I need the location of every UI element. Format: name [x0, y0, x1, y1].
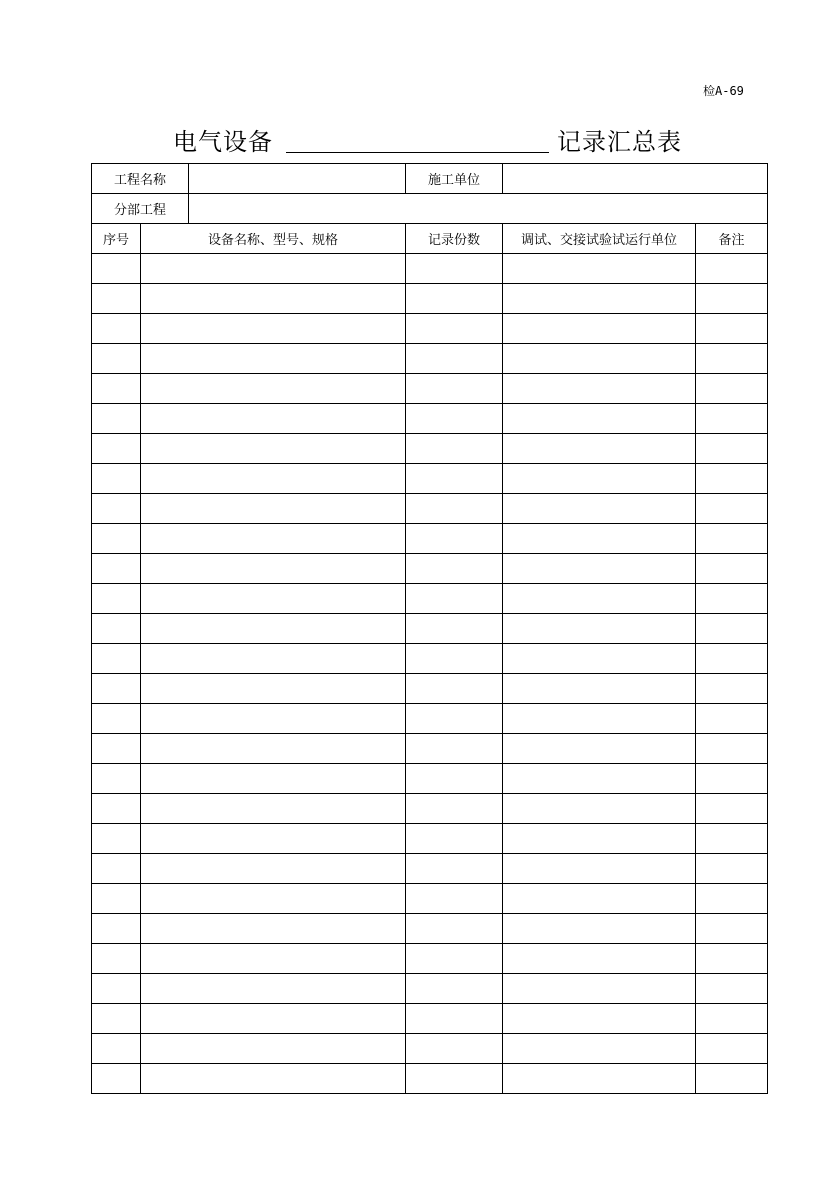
- column-header-copies: 记录份数: [406, 224, 503, 254]
- info-row-project: [92, 164, 768, 194]
- cell-copies[interactable]: [406, 284, 503, 314]
- column-header-equipment: 设备名称、型号、规格: [141, 224, 406, 254]
- cell-remarks[interactable]: [696, 674, 768, 704]
- table-row: [92, 764, 768, 794]
- division-field[interactable]: [189, 194, 768, 224]
- cell-equipment[interactable]: [141, 314, 406, 344]
- cell-unit[interactable]: [503, 734, 696, 764]
- cell-seq[interactable]: [92, 1034, 141, 1064]
- cell-copies[interactable]: [406, 254, 503, 284]
- cell-equipment[interactable]: [141, 1004, 406, 1034]
- title-blank-line: [286, 152, 549, 153]
- cell-seq[interactable]: [92, 1004, 141, 1034]
- cell-remarks[interactable]: [696, 944, 768, 974]
- cell-equipment[interactable]: [141, 1064, 406, 1094]
- cell-equipment[interactable]: [141, 434, 406, 464]
- table-row: [92, 704, 768, 734]
- cell-seq[interactable]: [92, 374, 141, 404]
- cell-remarks[interactable]: [696, 974, 768, 1004]
- cell-unit[interactable]: [503, 614, 696, 644]
- cell-unit[interactable]: [503, 854, 696, 884]
- cell-copies[interactable]: [406, 974, 503, 1004]
- cell-unit[interactable]: [503, 344, 696, 374]
- table-row: [92, 254, 768, 284]
- cell-seq[interactable]: [92, 434, 141, 464]
- construction-unit-label: 施工单位: [406, 164, 503, 194]
- cell-equipment[interactable]: [141, 824, 406, 854]
- cell-remarks[interactable]: [696, 284, 768, 314]
- cell-unit[interactable]: [503, 284, 696, 314]
- table-row: [92, 284, 768, 314]
- cell-remarks[interactable]: [696, 614, 768, 644]
- cell-copies[interactable]: [406, 464, 503, 494]
- table-row: [92, 914, 768, 944]
- cell-remarks[interactable]: [696, 1034, 768, 1064]
- cell-seq[interactable]: [92, 404, 141, 434]
- cell-unit[interactable]: [503, 554, 696, 584]
- cell-unit[interactable]: [503, 914, 696, 944]
- cell-equipment[interactable]: [141, 344, 406, 374]
- cell-copies[interactable]: [406, 344, 503, 374]
- table-row: [92, 584, 768, 614]
- cell-unit[interactable]: [503, 674, 696, 704]
- cell-equipment[interactable]: [141, 734, 406, 764]
- cell-seq[interactable]: [92, 944, 141, 974]
- cell-seq[interactable]: [92, 794, 141, 824]
- cell-seq[interactable]: [92, 674, 141, 704]
- cell-equipment[interactable]: [141, 914, 406, 944]
- cell-seq[interactable]: [92, 554, 141, 584]
- table-row: [92, 794, 768, 824]
- cell-remarks[interactable]: [696, 644, 768, 674]
- table-row: [92, 1034, 768, 1064]
- cell-seq[interactable]: [92, 464, 141, 494]
- cell-copies[interactable]: [406, 584, 503, 614]
- cell-seq[interactable]: [92, 284, 141, 314]
- cell-seq[interactable]: [92, 854, 141, 884]
- cell-equipment[interactable]: [141, 614, 406, 644]
- project-name-label: 工程名称: [92, 164, 189, 194]
- title-suffix: 记录汇总表: [557, 128, 682, 156]
- cell-unit[interactable]: [503, 374, 696, 404]
- table-row: [92, 944, 768, 974]
- table-row: [92, 644, 768, 674]
- cell-equipment[interactable]: [141, 284, 406, 314]
- table-row: [92, 824, 768, 854]
- cell-remarks[interactable]: [696, 854, 768, 884]
- column-header-seq: 序号: [92, 224, 141, 254]
- cell-seq[interactable]: [92, 914, 141, 944]
- cell-copies[interactable]: [406, 554, 503, 584]
- column-header-unit: 调试、交接试验试运行单位: [503, 224, 696, 254]
- cell-unit[interactable]: [503, 494, 696, 524]
- cell-unit[interactable]: [503, 1004, 696, 1034]
- cell-seq[interactable]: [92, 764, 141, 794]
- cell-unit[interactable]: [503, 524, 696, 554]
- cell-equipment[interactable]: [141, 704, 406, 734]
- cell-unit[interactable]: [503, 884, 696, 914]
- table-row: [92, 554, 768, 584]
- cell-seq[interactable]: [92, 344, 141, 374]
- cell-unit[interactable]: [503, 644, 696, 674]
- cell-copies[interactable]: [406, 1004, 503, 1034]
- header-row: [92, 224, 768, 254]
- cell-unit[interactable]: [503, 704, 696, 734]
- cell-seq[interactable]: [92, 734, 141, 764]
- cell-equipment[interactable]: [141, 494, 406, 524]
- cell-equipment[interactable]: [141, 584, 406, 614]
- cell-equipment[interactable]: [141, 884, 406, 914]
- cell-remarks[interactable]: [696, 794, 768, 824]
- cell-remarks[interactable]: [696, 314, 768, 344]
- cell-copies[interactable]: [406, 524, 503, 554]
- table-row: [92, 674, 768, 704]
- title-prefix: 电气设备: [173, 128, 273, 156]
- cell-copies[interactable]: [406, 314, 503, 344]
- table-row: [92, 854, 768, 884]
- cell-copies[interactable]: [406, 854, 503, 884]
- cell-unit[interactable]: [503, 794, 696, 824]
- cell-seq[interactable]: [92, 824, 141, 854]
- table-row: [92, 1064, 768, 1094]
- cell-remarks[interactable]: [696, 1004, 768, 1034]
- cell-equipment[interactable]: [141, 644, 406, 674]
- cell-unit[interactable]: [503, 764, 696, 794]
- table-row: [92, 314, 768, 344]
- table-row: [92, 344, 768, 374]
- cell-remarks[interactable]: [696, 764, 768, 794]
- division-label: 分部工程: [92, 194, 189, 224]
- cell-copies[interactable]: [406, 1034, 503, 1064]
- cell-seq[interactable]: [92, 254, 141, 284]
- cell-remarks[interactable]: [696, 254, 768, 284]
- cell-unit[interactable]: [503, 254, 696, 284]
- cell-remarks[interactable]: [696, 554, 768, 584]
- cell-copies[interactable]: [406, 614, 503, 644]
- cell-remarks[interactable]: [696, 584, 768, 614]
- cell-remarks[interactable]: [696, 464, 768, 494]
- cell-copies[interactable]: [406, 794, 503, 824]
- table-row: [92, 524, 768, 554]
- cell-seq[interactable]: [92, 494, 141, 524]
- cell-seq[interactable]: [92, 644, 141, 674]
- cell-unit[interactable]: [503, 974, 696, 1004]
- cell-seq[interactable]: [92, 704, 141, 734]
- construction-unit-field[interactable]: [503, 164, 768, 194]
- cell-unit[interactable]: [503, 1064, 696, 1094]
- table-row: [92, 614, 768, 644]
- cell-copies[interactable]: [406, 824, 503, 854]
- table-row: [92, 1004, 768, 1034]
- cell-copies[interactable]: [406, 734, 503, 764]
- cell-remarks[interactable]: [696, 494, 768, 524]
- cell-equipment[interactable]: [141, 254, 406, 284]
- cell-unit[interactable]: [503, 314, 696, 344]
- cell-equipment[interactable]: [141, 974, 406, 1004]
- cell-seq[interactable]: [92, 524, 141, 554]
- table-row: [92, 884, 768, 914]
- table-row: [92, 974, 768, 1004]
- cell-seq[interactable]: [92, 1064, 141, 1094]
- cell-copies[interactable]: [406, 884, 503, 914]
- cell-equipment[interactable]: [141, 764, 406, 794]
- cell-copies[interactable]: [406, 704, 503, 734]
- cell-remarks[interactable]: [696, 914, 768, 944]
- cell-copies[interactable]: [406, 674, 503, 704]
- cell-equipment[interactable]: [141, 524, 406, 554]
- cell-remarks[interactable]: [696, 524, 768, 554]
- cell-copies[interactable]: [406, 1064, 503, 1094]
- cell-remarks[interactable]: [696, 374, 768, 404]
- project-name-field[interactable]: [189, 164, 406, 194]
- cell-unit[interactable]: [503, 1034, 696, 1064]
- column-header-remarks: 备注: [696, 224, 768, 254]
- cell-equipment[interactable]: [141, 674, 406, 704]
- cell-remarks[interactable]: [696, 1064, 768, 1094]
- cell-copies[interactable]: [406, 914, 503, 944]
- cell-seq[interactable]: [92, 314, 141, 344]
- cell-equipment[interactable]: [141, 854, 406, 884]
- cell-unit[interactable]: [503, 944, 696, 974]
- cell-unit[interactable]: [503, 584, 696, 614]
- cell-remarks[interactable]: [696, 884, 768, 914]
- cell-remarks[interactable]: [696, 404, 768, 434]
- info-row-division: [92, 194, 768, 224]
- cell-seq[interactable]: [92, 974, 141, 1004]
- table-row: [92, 374, 768, 404]
- table-row: [92, 734, 768, 764]
- cell-remarks[interactable]: [696, 344, 768, 374]
- cell-unit[interactable]: [503, 464, 696, 494]
- cell-remarks[interactable]: [696, 734, 768, 764]
- cell-seq[interactable]: [92, 614, 141, 644]
- table-row: [92, 464, 768, 494]
- cell-copies[interactable]: [406, 944, 503, 974]
- form-code: 检A-69: [703, 84, 744, 98]
- cell-equipment[interactable]: [141, 404, 406, 434]
- cell-seq[interactable]: [92, 884, 141, 914]
- cell-equipment[interactable]: [141, 464, 406, 494]
- cell-copies[interactable]: [406, 434, 503, 464]
- cell-copies[interactable]: [406, 644, 503, 674]
- cell-equipment[interactable]: [141, 794, 406, 824]
- cell-equipment[interactable]: [141, 374, 406, 404]
- summary-table: [91, 163, 768, 1094]
- cell-remarks[interactable]: [696, 434, 768, 464]
- cell-unit[interactable]: [503, 824, 696, 854]
- cell-copies[interactable]: [406, 764, 503, 794]
- cell-unit[interactable]: [503, 434, 696, 464]
- cell-remarks[interactable]: [696, 704, 768, 734]
- table-row: [92, 494, 768, 524]
- table-row: [92, 404, 768, 434]
- cell-copies[interactable]: [406, 374, 503, 404]
- cell-remarks[interactable]: [696, 824, 768, 854]
- cell-seq[interactable]: [92, 584, 141, 614]
- table-row: [92, 434, 768, 464]
- cell-unit[interactable]: [503, 404, 696, 434]
- form-title: [0, 118, 838, 158]
- cell-equipment[interactable]: [141, 1034, 406, 1064]
- cell-copies[interactable]: [406, 404, 503, 434]
- cell-equipment[interactable]: [141, 554, 406, 584]
- cell-copies[interactable]: [406, 494, 503, 524]
- cell-equipment[interactable]: [141, 944, 406, 974]
